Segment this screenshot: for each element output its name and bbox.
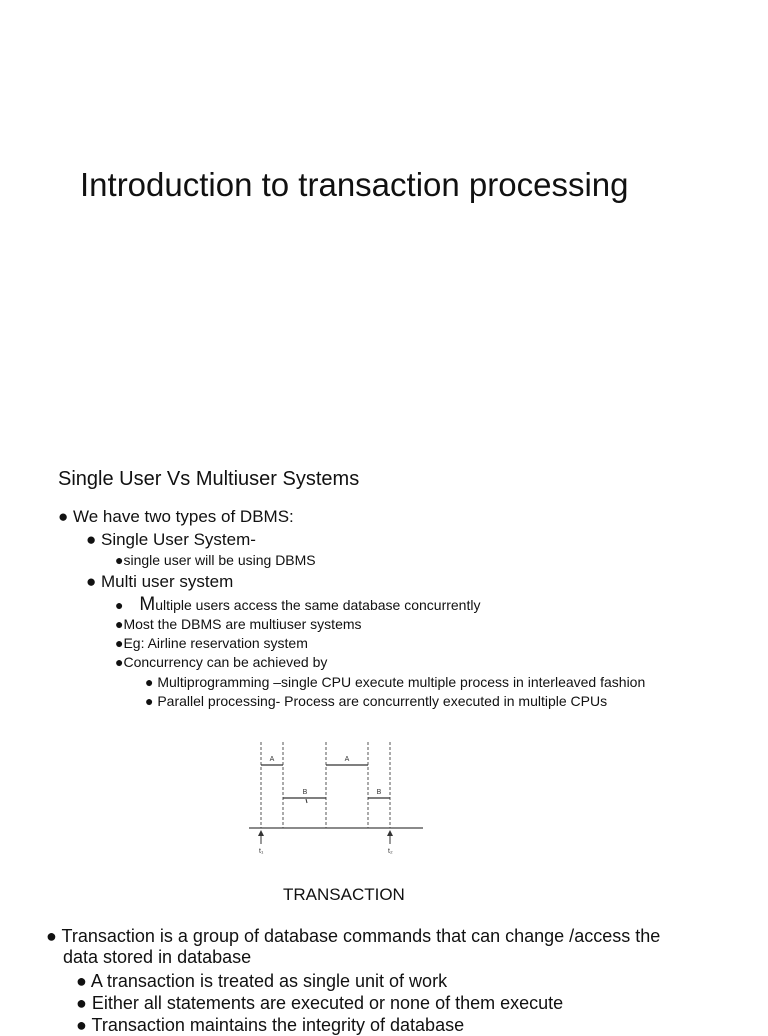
diagram-vertical-guides (261, 742, 390, 828)
cursor-mark (306, 799, 307, 803)
bullet-multi-user: ● Multi user system (86, 572, 234, 591)
label-b2: B (376, 789, 382, 796)
label-a1: A (269, 756, 275, 763)
bullet-multi-user-detail-3: ●Eg: Airline reservation system (115, 635, 308, 651)
bullet-dot: ● (115, 597, 124, 613)
label-b1: B (302, 789, 308, 796)
bullet-integrity: ● Transaction maintains the integrity of database (76, 1015, 465, 1035)
bullet-multi-user-detail-2: ●Most the DBMS are multiuser systems (115, 616, 362, 632)
section-heading-users: Single User Vs Multiuser Systems (58, 468, 360, 490)
section-heading-transaction: TRANSACTION (283, 885, 405, 904)
bullet-multi-user-detail-4: ●Concurrency can be achieved by (115, 654, 328, 670)
bullet-transaction-definition: ● Transaction is a group of database commands that can change /access the (46, 926, 661, 946)
bullet-single-user: ● Single User System- (86, 530, 256, 549)
arrow-t1 (258, 830, 264, 844)
label-t2: t₂ (388, 848, 393, 855)
bullet-parallel-processing: ● Parallel processing- Process are concurrently executed in multiple CPUs (145, 693, 608, 709)
bullet-multi-user-detail-1 (115, 594, 480, 616)
label-a2: A (344, 756, 350, 763)
arrow-t2 (387, 830, 393, 844)
bullet-single-unit: ● A transaction is treated as single unit of work (76, 971, 448, 991)
interleaving-diagram (245, 738, 430, 858)
bullet-text: ultiple users access the same database concurrently (155, 597, 481, 613)
bullet-multiprogramming: ● Multiprogramming –single CPU execute multiple process in interleaved fashion (145, 674, 646, 690)
capital-letter: M (139, 594, 156, 615)
bullet-dbms-types: ● We have two types of DBMS: (58, 507, 294, 526)
bullet-single-user-detail: ●single user will be using DBMS (115, 552, 316, 568)
page-title: Introduction to transaction processing (80, 166, 629, 203)
bullet-all-or-none: ● Either all statements are executed or none of them execute (76, 993, 564, 1013)
bullet-transaction-definition-cont: data stored in database (63, 947, 252, 967)
label-t1: t₁ (259, 848, 264, 855)
